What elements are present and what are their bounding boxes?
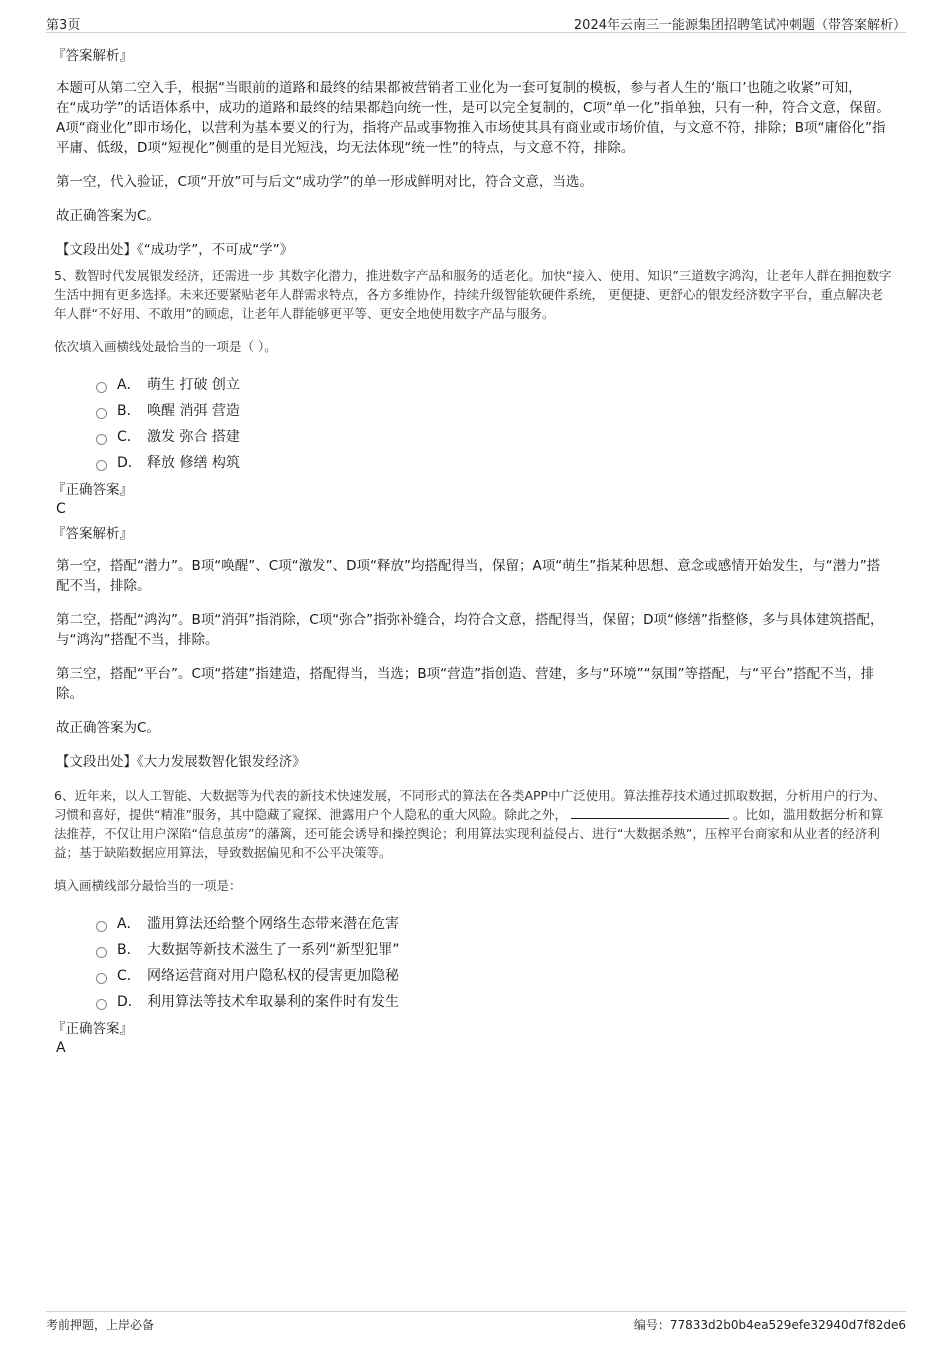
option-a[interactable] xyxy=(96,911,892,937)
source-citation: 【文段出处】《大力发展数智化银发经济》 xyxy=(56,754,306,770)
option-text: 唤醒 消弭 营造 xyxy=(147,403,240,419)
analysis-paragraph: 第二空，搭配“鸿沟”。B项“消弭”指消除，C项“弥合”指弥补缝合，均符合文意，搭配得当，保留；D项“修缮”指整修，多与具体建筑搭配，与“鸿沟”搭配不当，排除。 xyxy=(56,612,884,648)
radio-icon[interactable] xyxy=(96,382,107,393)
page-header xyxy=(46,10,906,33)
question-5-prompt: 依次填入画横线处最恰当的一项是（ ）。 xyxy=(54,339,277,354)
question-6-text xyxy=(54,786,892,862)
option-letter: D． xyxy=(117,455,142,471)
analysis-paragraph: 第三空，搭配“平台”。C项“搭建”指建造，搭配得当，当选；B项“营造”指创造、营建，多与“环境”“氛围”等搭配，与“平台”搭配不当，排除。 xyxy=(56,666,875,702)
radio-icon[interactable] xyxy=(96,434,107,445)
option-text: 利用算法等技术牟取暴利的案件时有发生 xyxy=(147,994,399,1010)
analysis-paragraph: 第一空，搭配“潜力”。B项“唤醒”、C项“激发”、D项“释放”均搭配得当，保留；A项“萌生”指某种思想、意念或感情开始发生，与“潜力”搭配不当，排除。 xyxy=(56,558,881,594)
correct-answer-label: 『正确答案』 xyxy=(52,1021,133,1037)
correct-answer-label: 『正确答案』 xyxy=(52,482,133,498)
option-letter: C． xyxy=(117,968,141,984)
document-code: 编号：77833d2b0b4ea529efe32940d7f82de6 xyxy=(633,1318,906,1332)
option-letter: B． xyxy=(117,942,141,958)
question-6-text-before: 6、近年来，以人工智能、大数据等为代表的新技术快速发展，不同形式的算法在各类APP中广泛使用。算法推荐技术通过抓取数据，分析用户的行为、习惯和喜好，提供“精准”服务，其中隐藏了窥探、泄露用户个人隐私的重大风险。除此之外， xyxy=(54,788,886,822)
question-6-text-after: 。比如，滥用数据分析和算法推荐，不仅让用户深陷“信息茧房”的藩篱，还可能会诱导和操控舆论；利用算法实现利益侵占、进行“大数据杀熟”，压榨平台商家和从业者的经济利益；基于缺陷数据应用算法，导致数据偏见和不公平决策等。 xyxy=(54,807,883,860)
radio-icon[interactable] xyxy=(96,947,107,958)
page-number: 第3页 xyxy=(46,18,81,33)
document-title: 2024年云南三一能源集团招聘笔试冲刺题（带答案解析） xyxy=(573,18,906,33)
option-c[interactable] xyxy=(96,963,892,989)
question-5-options xyxy=(96,372,892,476)
radio-icon[interactable] xyxy=(96,921,107,932)
question-5-text: 5、数智时代发展银发经济，还需进一步 其数字化潜力，推进数字产品和服务的适老化。加快“接入、使用、知识”三道数字鸿沟，让老年人群在拥抱数字生活中拥有更多选择。未来还要紧贴老年人群需求特点，各方多维协作，持续升级智能软硬件系统， 更便捷、更舒心的银发经济数字平台，重点解决老年人群“不好用、不敢用”的顾虑，让老年人群能够更平等、更安全地使用数字产品与服务。 xyxy=(54,268,892,321)
option-text: 滥用算法还给整个网络生态带来潜在危害 xyxy=(147,916,399,932)
footer-slogan: 考前押题，上岸必备 xyxy=(46,1318,155,1332)
option-d[interactable] xyxy=(96,989,892,1015)
option-text: 释放 修缮 构筑 xyxy=(147,455,240,471)
option-text: 萌生 打破 创立 xyxy=(147,377,240,393)
option-a[interactable] xyxy=(96,372,892,398)
correct-answer: A xyxy=(56,1040,66,1056)
analysis-paragraph: 故正确答案为C。 xyxy=(56,720,160,736)
analysis-label: 『答案解析』 xyxy=(52,526,133,542)
option-c[interactable] xyxy=(96,424,892,450)
radio-icon[interactable] xyxy=(96,460,107,471)
option-letter: C． xyxy=(117,429,141,445)
option-text: 激发 弥合 搭建 xyxy=(147,429,240,445)
page-footer xyxy=(46,1311,906,1336)
radio-icon[interactable] xyxy=(96,999,107,1010)
option-text: 网络运营商对用户隐私权的侵害更加隐秘 xyxy=(147,968,399,984)
analysis-paragraph: 故正确答案为C。 xyxy=(56,208,160,224)
option-b[interactable] xyxy=(96,398,892,424)
option-letter: A． xyxy=(117,377,141,393)
question-6-options xyxy=(96,911,892,1015)
option-letter: D． xyxy=(117,994,142,1010)
analysis-label: 『答案解析』 xyxy=(52,48,133,64)
option-letter: B． xyxy=(117,403,141,419)
analysis-paragraph: 第一空，代入验证，C项“开放”可与后文“成功学”的单一形成鲜明对比，符合文意，当选。 xyxy=(56,174,593,190)
analysis-paragraph: 本题可从第二空入手，根据“当眼前的道路和最终的结果都被营销者工业化为一套可复制的模板，参与者人生的‘瓶口’也随之收紧”可知，在“成功学”的话语体系中，成功的道路和最终的结果都趋向统一性，是可以完全复制的，C项“单一化”指单独，只有一种，符合文意，保留。A项“商业化”即市场化，以营利为基本要义的行为，指将产品或事物推入市场使其具有商业或市场价值，与文意不符，排除；B项“庸俗化”指平庸、低级，D项“短视化”侧重的是目光短浅，均无法体现“统一性”的特点，与文意不符，排除。 xyxy=(56,80,890,156)
option-letter: A． xyxy=(117,916,141,932)
radio-icon[interactable] xyxy=(96,408,107,419)
option-d[interactable] xyxy=(96,450,892,476)
fill-in-blank xyxy=(571,806,729,819)
option-b[interactable] xyxy=(96,937,892,963)
source-citation: 【文段出处】《“成功学”，不可成“学”》 xyxy=(56,242,294,258)
correct-answer: C xyxy=(56,501,66,517)
radio-icon[interactable] xyxy=(96,973,107,984)
document-body xyxy=(52,46,892,1063)
question-6-prompt: 填入画横线部分最恰当的一项是： xyxy=(54,878,242,893)
option-text: 大数据等新技术滋生了一系列“新型犯罪” xyxy=(147,942,400,958)
